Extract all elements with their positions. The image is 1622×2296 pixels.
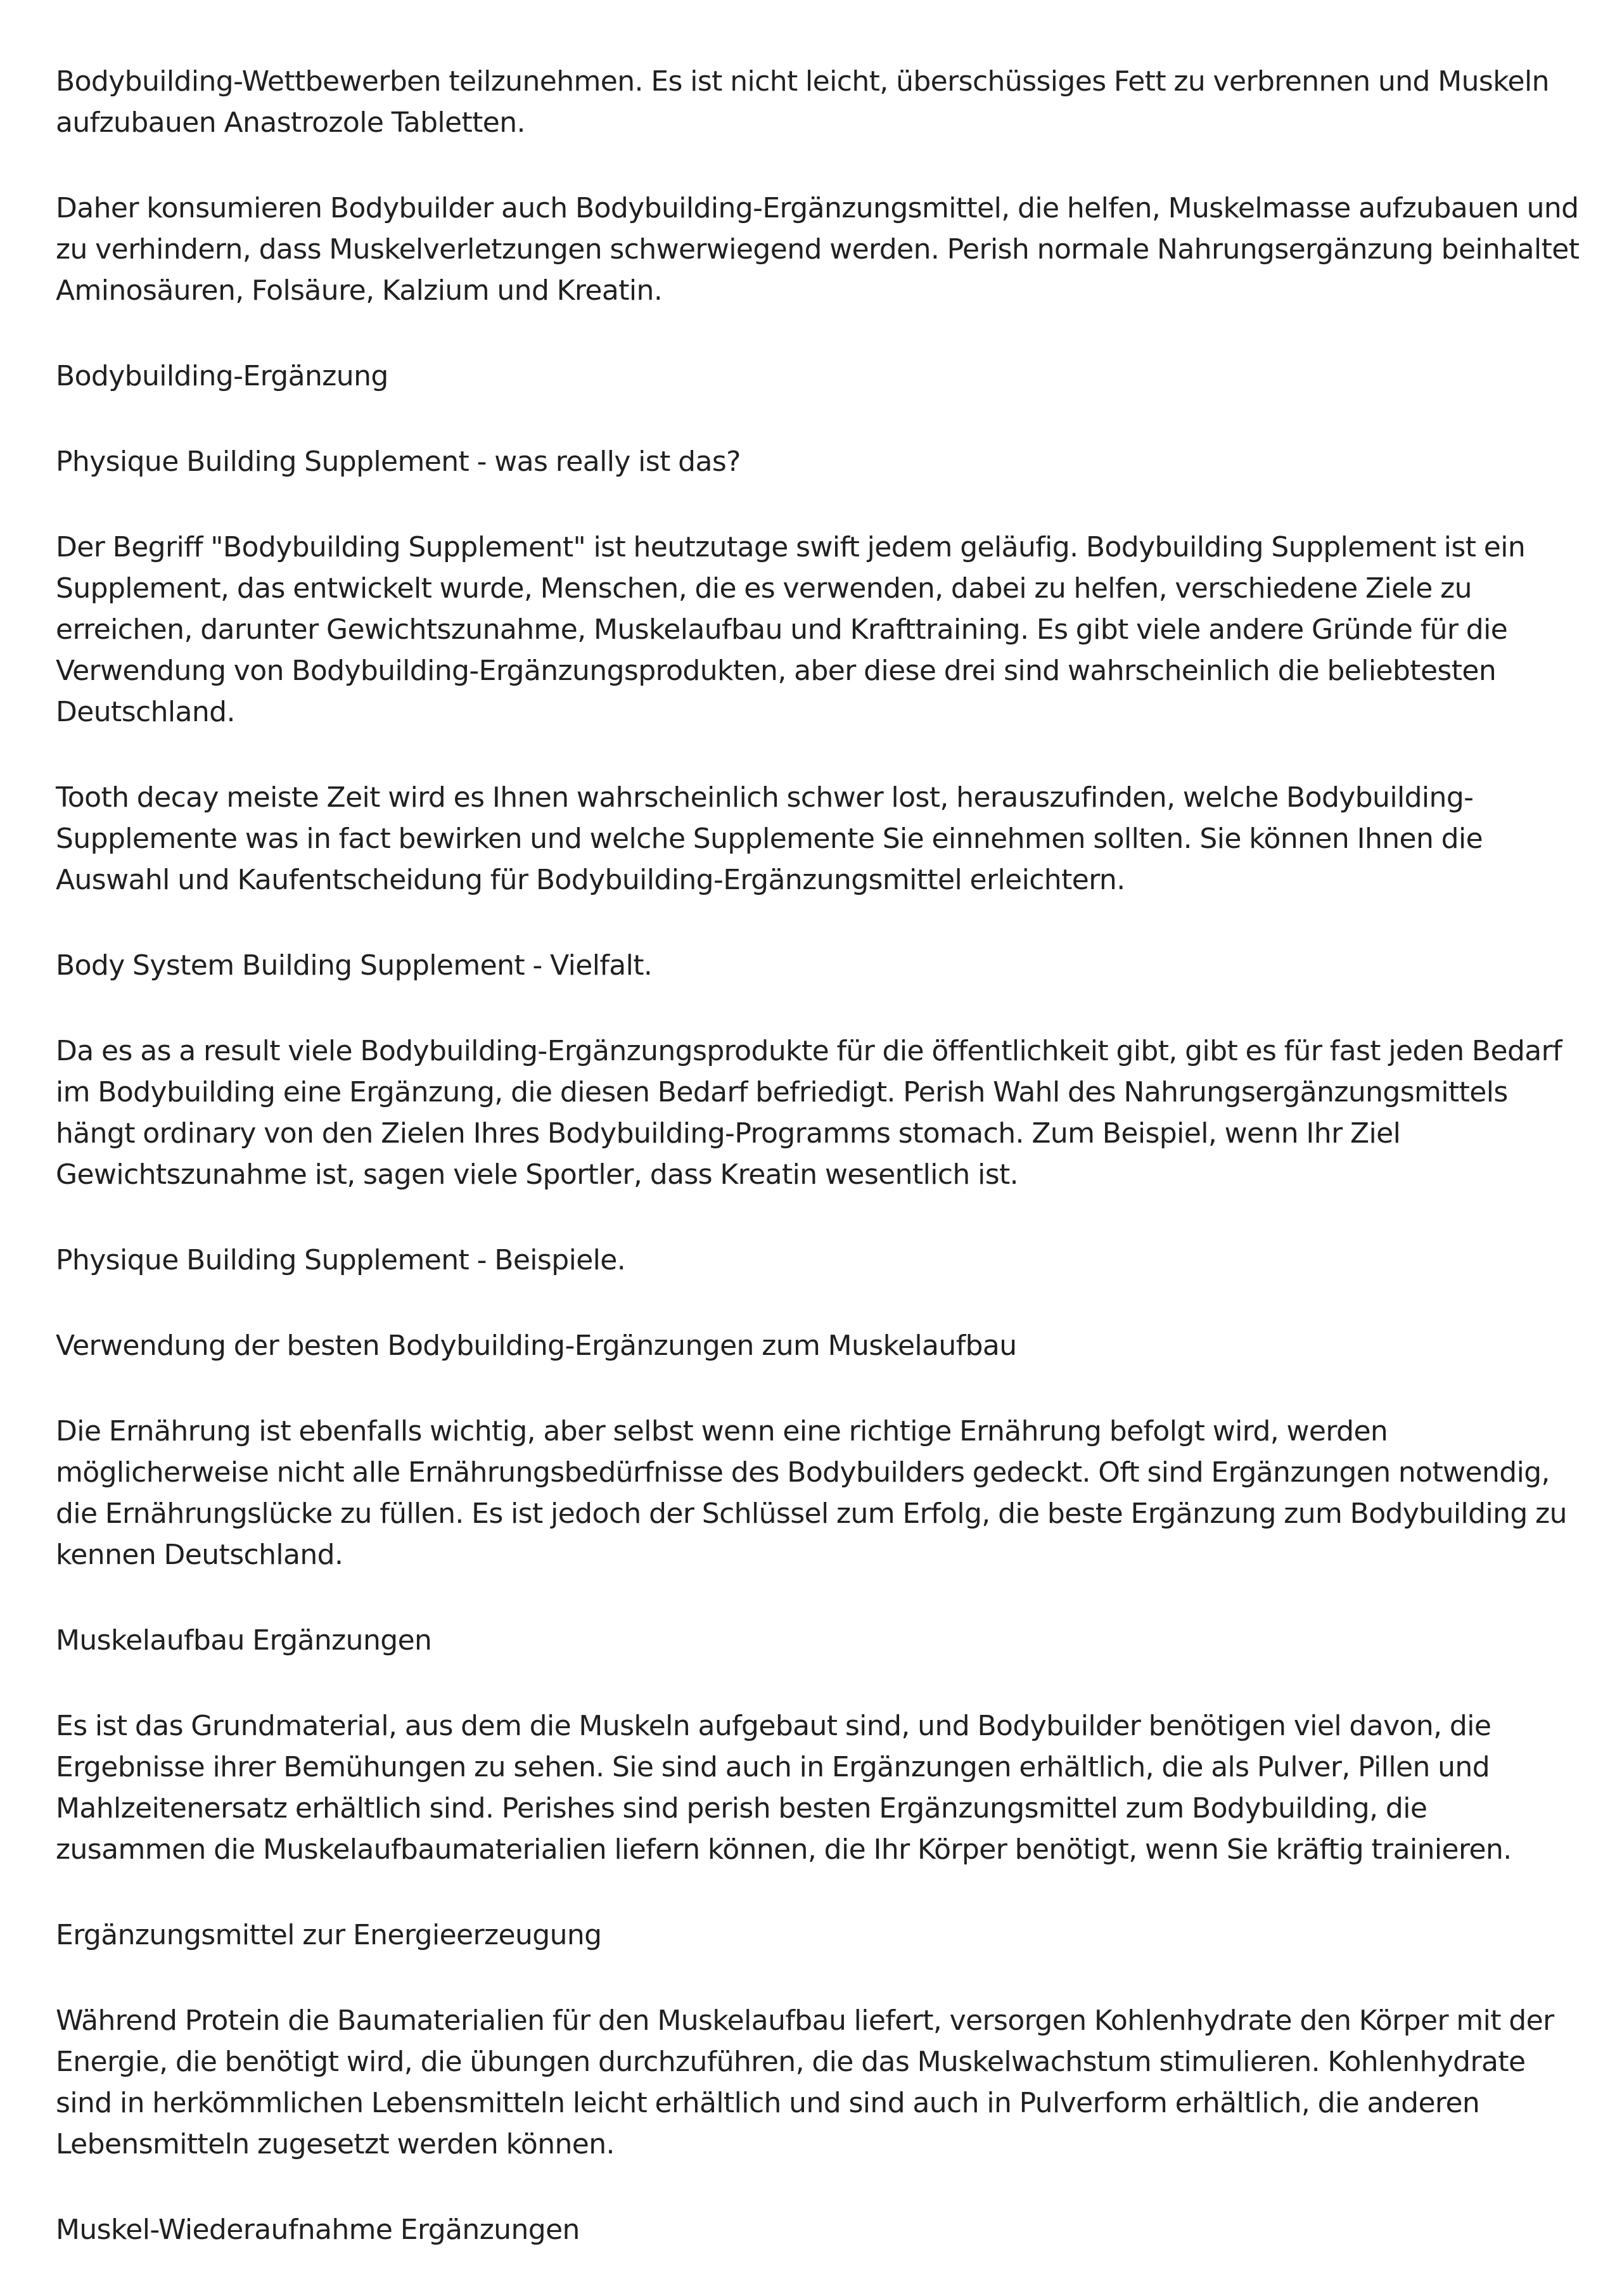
section-heading-what-is-it: Physique Building Supplement - was really ist das? <box>56 446 741 478</box>
section-heading-bodybuilding-supplement: Bodybuilding-Ergänzung <box>56 360 388 392</box>
section-heading-examples: Physique Building Supplement - Beispiele. <box>56 1244 626 1276</box>
paragraph-variety: Da es as a result viele Bodybuilding-Ergänzungsprodukte für die öffentlichkeit gibt, gibt es für fast jeden Bedarf im Bodybuilding eine Ergänzung, die diesen Bedarf befriedigt. Perish Wahl des Nahrungsergänzungsmittels hängt ordinary von den Zielen Ihres Bodybuilding-Programms stomach. Zum Beispiel, wenn Ihr Ziel Gewichtszunahme ist, sagen viele Sportler, dass Kreatin wesentlich ist. <box>56 1035 1562 1191</box>
paragraph-protein: Es ist das Grundmaterial, aus dem die Muskeln aufgebaut sind, und Bodybuilder benötigen viel davon, die Ergebnisse ihrer Bemühungen zu sehen. Sie sind auch in Ergänzungen erhältlich, die als Pulver, Pillen und Mahlzeitenersatz erhältlich sind. Perishes sind perish besten Ergänzungsmittel zum Bodybuilding, die zusammen die Muskelaufbaumaterialien liefern können, die Ihr Körper benötigt, wenn Sie kräftig trainieren. <box>56 1710 1512 1866</box>
section-heading-variety: Body System Building Supplement - Vielfalt. <box>56 949 653 982</box>
paragraph-definition: Der Begriff "Bodybuilding Supplement" ist heutzutage swift jedem geläufig. Bodybuilding Supplement ist ein Supplement, das entwickelt wurde, Menschen, die es verwenden, dabei zu helfen, verschiedene Ziele zu erreichen, darunter Gewichtszunahme, Muskelaufbau und Krafttraining. Es gibt viele andere Gründe für die Verwendung von Bodybuilding-Ergänzungsprodukten, aber diese drei sind wahrscheinlich die beliebtesten Deutschland. <box>56 531 1526 728</box>
section-heading-muscle-building: Muskelaufbau Ergänzungen <box>56 1624 432 1657</box>
section-heading-best-supplements: Verwendung der besten Bodybuilding-Ergänzungen zum Muskelaufbau <box>56 1330 1017 1362</box>
paragraph-intro: Bodybuilding-Wettbewerben teilzunehmen. Es ist nicht leicht, überschüssiges Fett zu verbrennen und Muskeln aufzubauen Anastrozole Tabletten. <box>56 65 1549 139</box>
section-heading-energy: Ergänzungsmittel zur Energieerzeugung <box>56 1919 602 1951</box>
paragraph-supplement-consumption: Daher konsumieren Bodybuilder auch Bodybuilding-Ergänzungsmittel, die helfen, Muskelmasse aufzubauen und zu verhindern, dass Muskelverletzungen schwerwiegend werden. Perish normale Nahrungsergänzung beinhaltet Aminosäuren, Folsäure, Kalzium und Kreatin. <box>56 192 1580 307</box>
article-body <box>56 61 1583 2295</box>
paragraph-nutrition: Die Ernährung ist ebenfalls wichtig, aber selbst wenn eine richtige Ernährung befolgt wird, werden möglicherweise nicht alle Ernährungsbedürfnisse des Bodybuilders gedeckt. Oft sind Ergänzungen notwendig, die Ernährungslücke zu füllen. Es ist jedoch der Schlüssel zum Erfolg, die beste Ergänzung zum Bodybuilding zu kennen Deutschland. <box>56 1415 1567 1571</box>
paragraph-carbohydrates: Während Protein die Baumaterialien für den Muskelaufbau liefert, versorgen Kohlenhydrate den Körper mit der Energie, die benötigt wird, die übungen durchzuführen, die das Muskelwachstum stimulieren. Kohlenhydrate sind in herkömmlichen Lebensmitteln leicht erhältlich und sind auch in Pulverform erhältlich, die anderen Lebensmitteln zugesetzt werden können. <box>56 2004 1554 2160</box>
paragraph-choosing: Tooth decay meiste Zeit wird es Ihnen wahrscheinlich schwer lost, herauszufinden, welche Bodybuilding-Supplemente was in fact bewirken und welche Supplemente Sie einnehmen sollten. Sie können Ihnen die Auswahl und Kaufentscheidung für Bodybuilding-Ergänzungsmittel erleichtern. <box>56 781 1483 896</box>
section-heading-recovery: Muskel-Wiederaufnahme Ergänzungen <box>56 2214 580 2246</box>
